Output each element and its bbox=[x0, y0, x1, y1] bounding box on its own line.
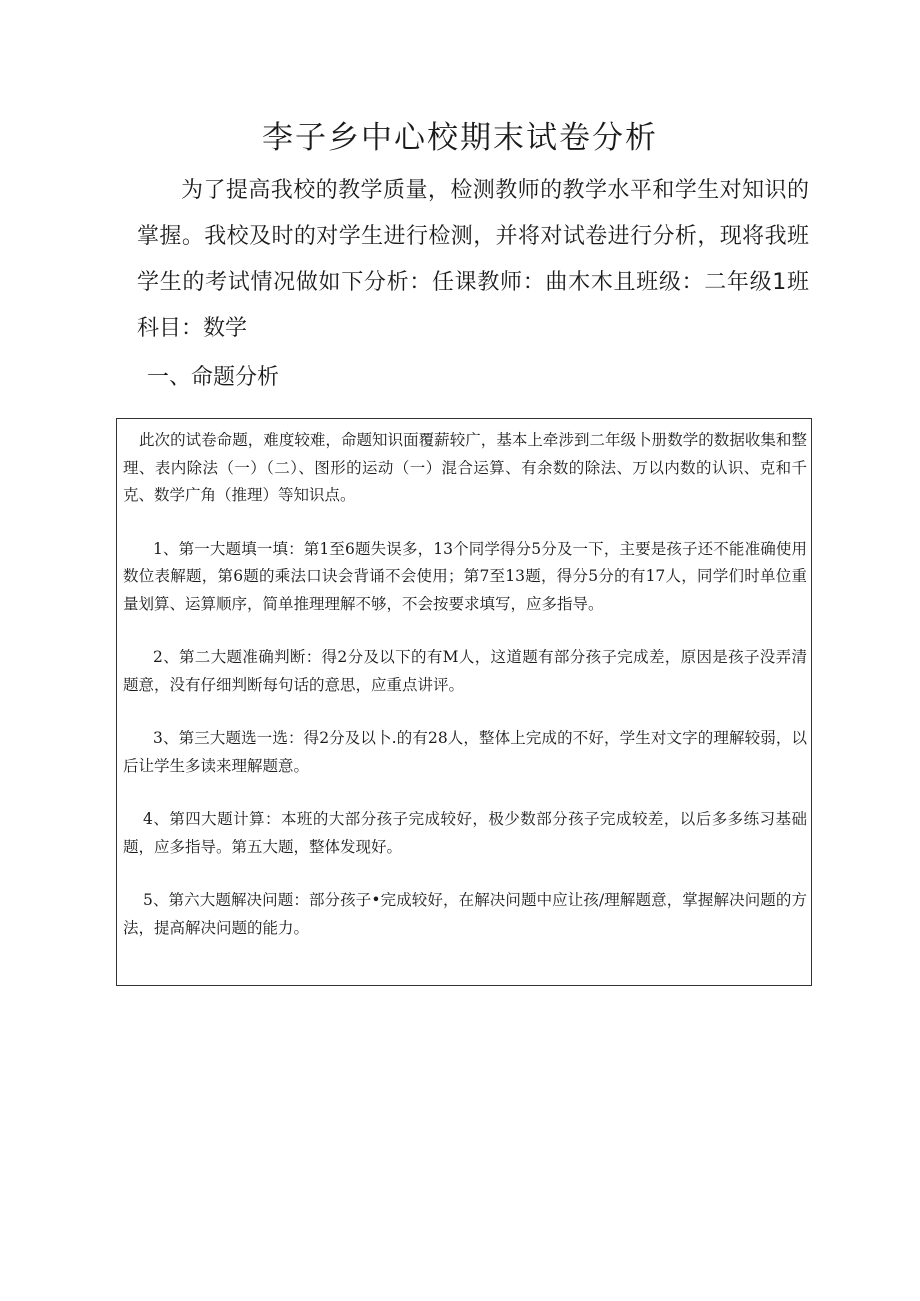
document-title: 李子乡中心校期末试卷分析 bbox=[262, 120, 658, 156]
analysis-overview: 此次的试卷命题，难度较难，命题知识面覆薪较广，基本上牵涉到二年级卜册数学的数据收集和整理、表内除法（一）（二）、图形的运动（一）混合运算、有余数的除法、万以内数的认识、克和千克、数学广角（推理）等知识点。 bbox=[123, 431, 807, 504]
analysis-item-2: 2、第二大题准确判断：得2分及以下的有M人，这道题有部分孩子完成差，原因是孩子没弄清题意，没有仔细判断每句话的意思，应重点讲评。 bbox=[123, 648, 807, 694]
section-heading: 一、命题分析 bbox=[147, 365, 280, 390]
analysis-item-1: 1、第一大题填一填：第1至6题失误多，13个同学得分5分及一下，主要是孩子还不能准确使用数位表解题，第6题的乘法口诀会背诵不会使用；第7至13题，得分5分的有17人，同学们时单位重量划算、运算顺序，简单推理理解不够，不会按要求填写，应多指导。 bbox=[123, 539, 807, 613]
intro-paragraph: 为了提高我校的教学质量，检测教师的教学水平和学生对知识的掌握。我校及时的对学生进行检测，并将对试卷进行分析，现将我班学生的考试情况做如下分析：任课教师：曲木木且班级：二年级1班科目：数学 bbox=[137, 178, 809, 341]
analysis-item-3: 3、第三大题选一选：得2分及以卜.的有28人，整体上完成的不好，学生对文字的理解较弱，以后让学生多读来理解题意。 bbox=[123, 729, 807, 775]
analysis-item-5: 5、第六大题解决问题：部分孩子•完成较好，在解决问题中应让孩/理解题意，掌握解决问题的方法，提高解决问题的能力。 bbox=[123, 891, 807, 937]
analysis-item-4: 4、第四大题计算：本班的大部分孩子完成较好，极少数部分孩子完成较差，以后多多练习基础题，应多指导。第五大题，整体发现好。 bbox=[123, 810, 807, 856]
analysis-box bbox=[116, 418, 812, 986]
